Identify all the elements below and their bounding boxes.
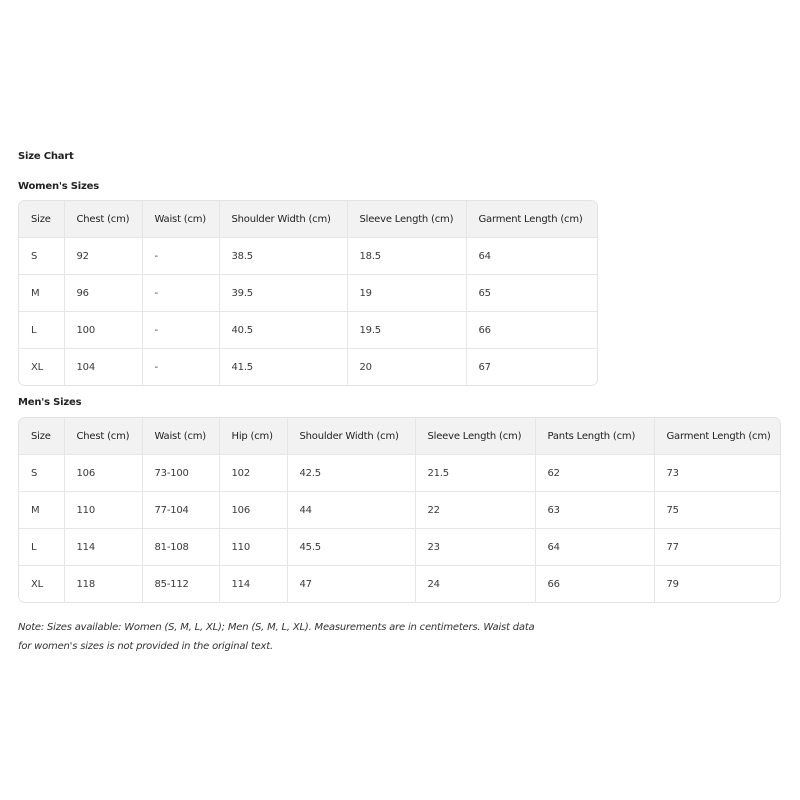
table-cell: M [19, 492, 64, 529]
table-cell: 44 [287, 492, 415, 529]
table-cell: 73-100 [142, 455, 219, 492]
men-header-pants-length: Pants Length (cm) [535, 418, 654, 455]
women-header-waist: Waist (cm) [142, 201, 219, 238]
table-cell: L [19, 529, 64, 566]
size-note: Note: Sizes available: Women (S, M, L, XL); Men (S, M, L, XL). Measurements are in centimeters. Waist data for women's sizes is not provided in the original text. [18, 622, 535, 652]
table-cell: 64 [466, 238, 597, 275]
table-cell: 24 [415, 566, 535, 603]
women-header-size: Size [19, 201, 64, 238]
table-cell: 114 [64, 529, 142, 566]
table-row [19, 312, 597, 349]
table-row [19, 349, 597, 386]
men-header-waist: Waist (cm) [142, 418, 219, 455]
men-header-chest: Chest (cm) [64, 418, 142, 455]
women-header-shoulder-width: Shoulder Width (cm) [219, 201, 347, 238]
table-cell: 18.5 [347, 238, 466, 275]
table-cell: 66 [535, 566, 654, 603]
men-header-size: Size [19, 418, 64, 455]
table-cell: 75 [654, 492, 780, 529]
table-row [19, 566, 780, 603]
table-cell: 23 [415, 529, 535, 566]
table-cell: 85-112 [142, 566, 219, 603]
table-cell: 38.5 [219, 238, 347, 275]
women-sizes-title: Women's Sizes [18, 181, 99, 192]
table-cell: 81-108 [142, 529, 219, 566]
table-cell: 96 [64, 275, 142, 312]
men-header-hip: Hip (cm) [219, 418, 287, 455]
table-cell: 79 [666, 578, 679, 590]
table-cell: 40.5 [219, 312, 347, 349]
table-cell: 100 [64, 312, 142, 349]
table-cell: 102 [219, 455, 287, 492]
men-header-sleeve-length: Sleeve Length (cm) [415, 418, 535, 455]
table-cell: - [142, 275, 219, 312]
table-cell: 114 [219, 566, 287, 603]
men-header-shoulder-width: Shoulder Width (cm) [287, 418, 415, 455]
men-size-table [18, 417, 781, 603]
table-cell: 110 [219, 529, 287, 566]
table-cell: L [19, 312, 64, 349]
table-cell: 22 [415, 492, 535, 529]
table-cell: - [142, 312, 219, 349]
table-cell: 110 [64, 492, 142, 529]
table-cell: 39.5 [219, 275, 347, 312]
table-cell: S [19, 455, 64, 492]
women-size-table [18, 200, 598, 386]
table-cell: 73 [654, 455, 780, 492]
table-row [19, 238, 597, 275]
page-title: Size Chart [18, 151, 74, 162]
table-cell: 66 [466, 312, 597, 349]
table-cell: 77 [654, 529, 780, 566]
table-cell: 19 [347, 275, 466, 312]
table-cell: 67 [478, 361, 491, 373]
women-header-sleeve-length: Sleeve Length (cm) [347, 201, 466, 238]
table-cell: 92 [64, 238, 142, 275]
table-cell: - [142, 238, 219, 275]
table-cell: 62 [535, 455, 654, 492]
table-cell: M [19, 275, 64, 312]
table-cell: 20 [347, 349, 466, 386]
men-header-garment-length: Garment Length (cm) [654, 418, 780, 455]
men-table-header [19, 418, 780, 455]
table-cell: S [19, 238, 64, 275]
table-cell: 118 [64, 566, 142, 603]
table-row [19, 455, 780, 492]
table-cell: 21.5 [415, 455, 535, 492]
table-cell: 64 [535, 529, 654, 566]
women-header-chest: Chest (cm) [64, 201, 142, 238]
table-cell: 106 [64, 455, 142, 492]
men-sizes-title: Men's Sizes [18, 397, 82, 408]
table-row [19, 529, 780, 566]
table-cell: 41.5 [219, 349, 347, 386]
table-cell: 77-104 [142, 492, 219, 529]
table-cell: 63 [535, 492, 654, 529]
women-table-header [19, 201, 597, 238]
table-cell: 104 [64, 349, 142, 386]
table-cell: 65 [466, 275, 597, 312]
table-cell: XL [19, 566, 64, 603]
women-header-garment-length: Garment Length (cm) [466, 201, 597, 238]
table-cell: - [142, 349, 219, 386]
table-cell: 47 [287, 566, 415, 603]
table-cell: 106 [219, 492, 287, 529]
table-row [19, 275, 597, 312]
table-cell: 19.5 [347, 312, 466, 349]
table-row [19, 492, 780, 529]
table-cell: 45.5 [287, 529, 415, 566]
table-cell: XL [19, 349, 64, 386]
table-cell: 42.5 [287, 455, 415, 492]
